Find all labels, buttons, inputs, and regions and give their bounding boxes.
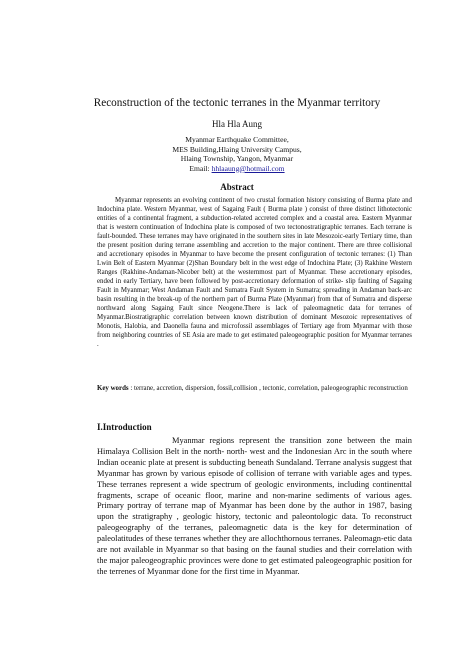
introduction-body	[97, 436, 412, 578]
affiliation-line: Myanmar Earthquake Committee,	[185, 135, 289, 144]
keywords-label: Key words	[97, 385, 129, 392]
email-label: Email:	[189, 163, 210, 173]
email-link[interactable]: hhlaaung@hotmail.com	[211, 163, 285, 173]
author-name: Hla Hla Aung	[212, 119, 262, 129]
abstract-body	[97, 196, 412, 349]
paper-title: Reconstruction of the tectonic terranes in the Myanmar territory	[93, 97, 381, 109]
affiliation-line: MES Building,Hlaing University Campus,	[172, 144, 302, 154]
keywords-text: : terrane, accretion, dispersion, fossil,collision , tectonic, correlation, paleogeographic reconstruction	[130, 385, 408, 392]
affiliation-block	[0, 135, 474, 173]
affiliation-line: Hlaing Township, Yangon, Myanmar	[180, 154, 294, 164]
email-line	[0, 164, 474, 174]
introduction-text: Myanmar regions represent the transition zone between the main Himalaya Collision Belt in the north- north- west and the Indonesian Arc in the south where Indian oceanic plate at present is subducting beneath Sundaland. Terrane analysis suggest that Myanmar has grown by various episode of collision of terrane with variable ages and types. These terranes represent a wide spectrum of geologic environments, including continenttal fragments, scrape of oceanic floor, marine and non-marine sediments of various ages. Primary portray of terrane map of Myanmar has been done by the author in 1987, basing upon the stratigraphy , geologic history, tectonic and paleontologic data. To reconstruct paleogeography of the terranes, paleomagnetic data is the key for determination of paleolatitudes of these terranes whether they are allochthornous terranes. Paleomagn-etic data are not available in Myanmar so that basing on the faunal studies and their correlation with the major paleogeographic provinces were done to get estimated paleogeographic position for the terrenes of Myanmar done for the first time in Myanmar.	[97, 436, 412, 576]
keywords-block	[97, 384, 412, 393]
section-heading: I.Introduction	[97, 422, 152, 432]
abstract-text: Myanmar represents an evolving continent of two crustal formation history consisting of Burma plate and Indochina plate. Western Myanmar, west of Sagaing Fault ( Burma plate ) consist of three distinct lithotectonic entities of a continental fragment, a subduction-related accreted complex and a coastal area. Eastern Myanmar that is western continuation of Indochina plate is composed of two tectonostratigraphic terranes. Each terrane is fault-bounded. These terranes may have originated in the southern sites in late Mesozoic-early Tertiary time, than the present position during terrane assembling and accretion to the major continent. There are three collisional and accretionary episodes in Myanmar to have become the present configuration of tectonic terranes: (1) Than Lwin Belt of Eastern Myanmar (2)Shan Boundary belt in the west edge of Indochina Plate; (3) Rakhine Western Ranges (Rakhine-Andaman-Nicober belt) at the westernmost part of Myanmar. These accretionary episodes, ended in early Tertiary, have been followed by post-accretionary deformation of strike- slip faulting of Sagaing Fault in Myanmar; West Andaman Fault and Sumatra Fault System in Sumatra; spreading in Andaman back-arc basin resulting in the break-up of the northern part of Burma Plate (Myanmar) from that of Sumatra and disperse northward along Sagaing Fault since Neogene.There is lack of paleomagnetic data for terranes of Myanmar.Biostratigraphic correlation between known distribution of dominant Mesozoic representatives of Monotis, Halobia, and Daonella fauna and microfossil assemblages of Tertiary age from Myanmar with those from neighboring countries of SE Asia are made to get estimated paleogeographic position for Myanmar terranes .	[97, 197, 412, 348]
abstract-heading: Abstract	[220, 182, 254, 192]
